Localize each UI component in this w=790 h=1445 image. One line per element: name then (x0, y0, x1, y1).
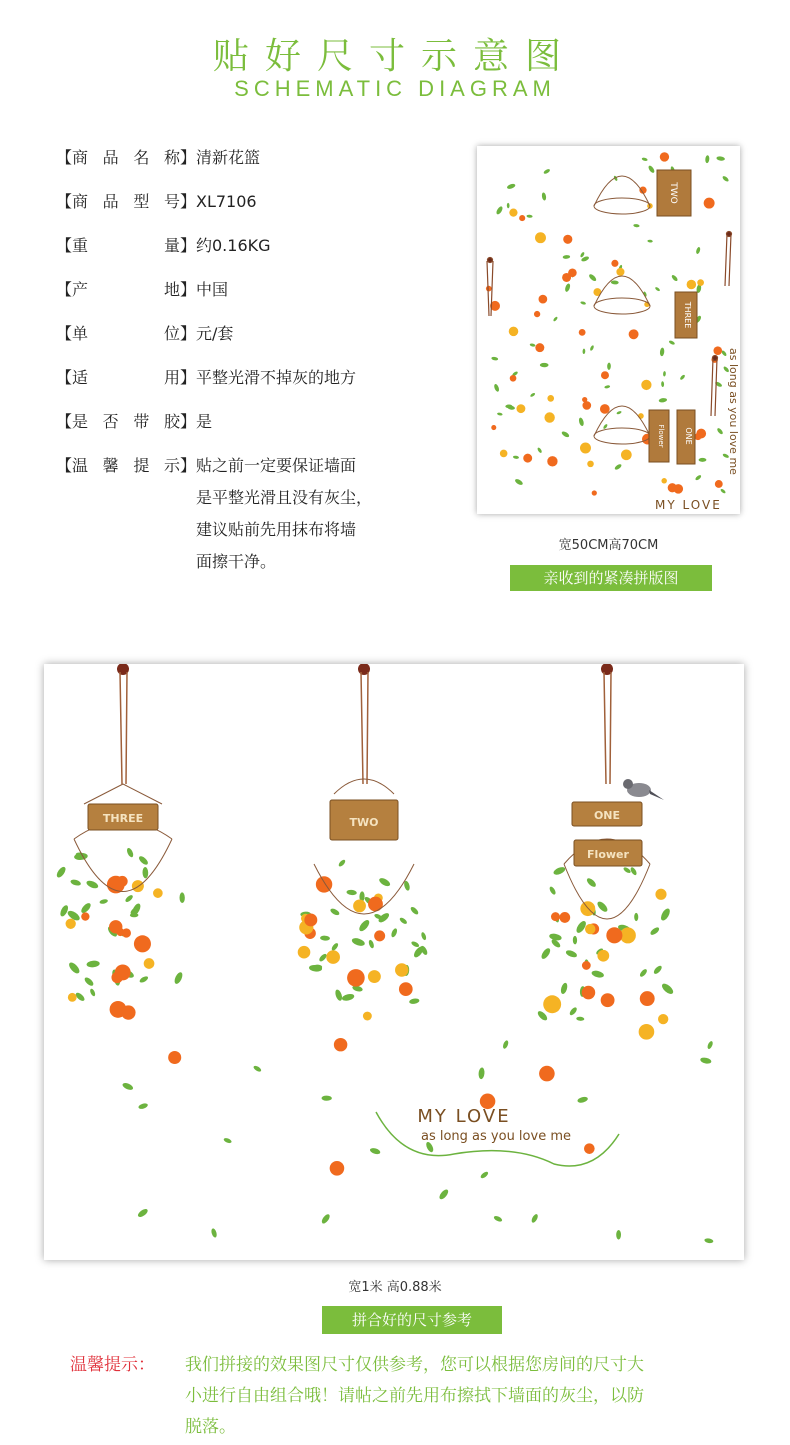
leaf-icon (616, 410, 622, 414)
flower-icon (353, 900, 366, 913)
bird-icon (623, 779, 664, 800)
flower-icon (696, 429, 706, 439)
leaf-icon (320, 1213, 331, 1225)
leaf-icon (660, 347, 665, 356)
leaf-icon (616, 1230, 621, 1240)
spec-label: 【适 用】 (56, 368, 196, 387)
leaf-icon (85, 879, 99, 890)
spec-value: 中国 (196, 280, 229, 299)
leaf-icon (529, 343, 535, 347)
leaf-icon (399, 917, 408, 926)
leaf-icon (99, 898, 108, 904)
leaf-icon (720, 488, 726, 494)
leaf-icon (563, 255, 571, 259)
leaf-icon (560, 982, 569, 995)
leaf-icon (565, 949, 578, 959)
flower-icon (544, 412, 554, 422)
leaf-icon (652, 964, 663, 975)
love-subtitle: as long as you love me (420, 1129, 572, 1144)
flower-icon (563, 235, 572, 244)
spec-label: 【单 位】 (56, 324, 196, 343)
svg-text:TWO: TWO (668, 182, 678, 204)
leaf-icon (540, 363, 549, 367)
flower-icon (655, 889, 666, 900)
flower-icon (639, 1024, 655, 1040)
leaf-icon (663, 371, 666, 377)
leaf-icon (580, 251, 586, 257)
leaf-icon (699, 458, 707, 462)
compact-sheet-tag: 亲收到的紧凑拼版图 (510, 565, 712, 591)
spec-label: 【商 品 名 称】 (56, 148, 196, 167)
flower-icon (304, 913, 317, 926)
flower-icon (399, 982, 413, 996)
leaf-icon (530, 392, 536, 397)
leaf-icon (576, 1016, 584, 1021)
flower-icon (629, 329, 639, 339)
flower-icon (516, 404, 525, 413)
leaf-icon (716, 427, 724, 435)
leaf-icon (722, 175, 730, 182)
notice-label: 温馨提示： (70, 1355, 155, 1375)
flower-icon (704, 198, 715, 209)
flower-icon (509, 327, 519, 337)
leaf-icon (607, 363, 611, 370)
flower-icon (582, 986, 596, 1000)
leaf-icon (603, 423, 609, 429)
flower-icon (638, 413, 644, 419)
leaf-icon (596, 900, 609, 914)
leaf-icon (253, 1065, 262, 1073)
flower-icon (640, 991, 655, 1006)
flower-icon (592, 490, 597, 495)
flower-icon (66, 919, 76, 929)
leaf-icon (179, 892, 184, 903)
leaf-icon (67, 961, 81, 975)
flower-icon (584, 1143, 595, 1154)
spec-row-origin (56, 280, 456, 300)
spec-row-adhesive (56, 412, 456, 432)
leaf-icon (526, 214, 532, 218)
leaf-icon (588, 273, 597, 282)
assembled-size-label: 宽1米 高0.88米 (348, 1280, 442, 1295)
spec-row-unit (56, 324, 456, 344)
spec-row-name (56, 148, 456, 168)
leaf-icon (549, 933, 563, 942)
leaf-icon (543, 168, 551, 175)
assembled-sheet-preview (44, 664, 744, 1260)
vertical-love-text: as long as you love me (727, 348, 740, 475)
spec-row-tips (56, 456, 456, 584)
leaf-icon (553, 316, 559, 322)
page-subtitle: SCHEMATIC DIAGRAM (234, 76, 556, 101)
leaf-icon (138, 1102, 149, 1110)
flower-icon (486, 286, 492, 292)
flower-icon (109, 920, 122, 933)
spec-row-applicable (56, 368, 456, 388)
spec-list (56, 148, 456, 608)
flower-icon (671, 485, 677, 491)
flower-icon (539, 295, 548, 304)
flower-icon (134, 935, 151, 952)
flower-icon (547, 395, 554, 402)
leaf-icon (530, 1213, 539, 1224)
leaf-icon (137, 1207, 149, 1218)
leaf-icon (124, 894, 134, 903)
flower-icon (115, 964, 131, 980)
leaf-icon (695, 474, 702, 481)
flower-icon (535, 232, 546, 243)
leaf-icon (480, 1171, 490, 1180)
leaf-icon (89, 988, 96, 997)
assembled-sheet-tag: 拼合好的尺寸参考 (322, 1306, 502, 1334)
leaf-icon (351, 937, 366, 948)
flower-icon (641, 380, 651, 390)
flower-icon (660, 152, 669, 161)
flower-icon (535, 343, 544, 352)
flower-icon (580, 443, 591, 454)
leaf-icon (331, 942, 340, 952)
svg-text:ONE: ONE (593, 809, 621, 822)
leaf-icon (540, 947, 552, 961)
leaf-icon (139, 975, 149, 984)
wood-sign-flower (649, 410, 669, 462)
leaf-icon (629, 866, 637, 876)
flower-icon (606, 927, 622, 943)
spec-value: 元/套 (196, 324, 234, 343)
flower-icon (715, 480, 723, 488)
svg-text:Flower: Flower (587, 848, 629, 861)
leaf-icon (420, 932, 427, 941)
leaf-icon (679, 374, 685, 381)
spec-value: 约0.16KG (196, 236, 271, 255)
leaf-icon (659, 907, 671, 922)
flower-icon (600, 404, 610, 414)
leaf-icon (568, 1006, 578, 1016)
flower-icon (582, 961, 591, 970)
leaf-icon (438, 1188, 450, 1201)
flower-icon (519, 215, 525, 221)
flower-icon (597, 950, 609, 962)
leaf-icon (633, 224, 640, 228)
spec-value: 清新花篮 (196, 148, 261, 167)
leaf-icon (552, 866, 566, 877)
spec-value: XL7106 (196, 192, 257, 211)
flower-icon (330, 1161, 345, 1176)
leaf-icon (614, 463, 623, 471)
leaf-icon (173, 971, 184, 985)
leaf-icon (506, 183, 516, 190)
flower-icon (326, 950, 340, 964)
leaf-icon (223, 1137, 232, 1144)
leaf-icon (514, 478, 524, 486)
flower-icon (658, 1014, 668, 1024)
flower-icon (153, 888, 163, 898)
leaf-icon (478, 1067, 485, 1079)
leaf-icon (497, 412, 503, 416)
leaf-icon (338, 859, 347, 868)
leaf-icon (142, 867, 148, 879)
leaf-icon (641, 157, 648, 162)
leaf-icon (668, 340, 675, 346)
flower-icon (510, 375, 517, 382)
leaf-icon (86, 960, 100, 968)
leaf-icon (320, 935, 330, 941)
spec-row-model (56, 192, 456, 212)
leaf-icon (55, 865, 67, 879)
leaf-icon (329, 907, 340, 916)
leaf-icon (582, 349, 585, 355)
mini-love-text: MY LOVE (655, 498, 722, 512)
leaf-icon (59, 904, 70, 918)
leaf-icon (578, 417, 584, 427)
leaf-icon (639, 968, 649, 978)
svg-text:THREE: THREE (683, 301, 692, 329)
spec-value-multiline: 贴之前一定要保证墙面 是平整光滑且没有灰尘， 建议贴前先用抹布将墙 面擦干净。 (196, 456, 373, 571)
leaf-icon (83, 976, 95, 987)
leaf-icon (647, 165, 655, 174)
basket-icon (594, 176, 650, 444)
flower-icon (81, 912, 89, 920)
leaf-icon (580, 301, 586, 305)
spec-row-weight (56, 236, 456, 256)
leaf-icon (502, 1040, 509, 1050)
flower-icon (122, 928, 131, 937)
flower-icon (368, 897, 383, 912)
spec-label: 【是 否 带 胶】 (56, 412, 196, 431)
assembled-illustration (44, 664, 744, 1260)
leaf-icon (705, 155, 710, 163)
leaf-icon (695, 247, 701, 255)
flower-icon (539, 1066, 555, 1082)
spec-label: 【商 品 型 号】 (56, 192, 196, 211)
leaf-icon (122, 1082, 135, 1092)
flower-icon (582, 401, 591, 410)
flower-icon (168, 1051, 181, 1064)
wood-sign-one (677, 410, 695, 464)
leaf-icon (495, 205, 504, 215)
flower-icon (661, 478, 666, 483)
leaf-icon (537, 447, 543, 454)
leaf-icon (604, 385, 610, 389)
flower-icon (687, 280, 697, 290)
flower-icon (395, 963, 408, 976)
leaf-icon (378, 876, 391, 887)
spec-label: 【温 馨 提 示】 (56, 456, 196, 475)
hanging-basket-two (314, 664, 414, 914)
leaf-icon (357, 918, 371, 932)
flower-icon (543, 995, 561, 1013)
leaf-icon (513, 455, 519, 459)
svg-text:THREE: THREE (102, 812, 144, 825)
leaf-icon (491, 356, 498, 361)
flower-icon (713, 346, 722, 355)
leaf-icon (390, 928, 398, 938)
flower-icon (298, 946, 311, 959)
leaf-icon (321, 1096, 331, 1101)
leaf-icon (541, 192, 546, 201)
flower-icon (334, 1038, 347, 1051)
flower-icon (491, 425, 496, 430)
flower-icon (559, 912, 570, 923)
page-title: 贴好尺寸示意图 (212, 36, 577, 77)
leaf-icon (716, 156, 725, 161)
leaf-icon (334, 989, 343, 1002)
svg-text:ONE: ONE (684, 427, 693, 445)
flower-icon (697, 279, 704, 286)
flower-icon (374, 930, 385, 941)
leaf-icon (634, 913, 638, 921)
big-decoration (55, 847, 714, 1244)
leaf-icon (561, 430, 570, 438)
leaf-icon (704, 1238, 714, 1244)
leaf-icon (577, 1096, 589, 1104)
flower-icon (587, 461, 594, 468)
flower-icon (368, 970, 381, 983)
flower-icon (616, 268, 624, 276)
compact-size-label: 宽50CM高70CM (558, 538, 659, 553)
flower-icon (601, 371, 609, 379)
leaf-icon (507, 203, 510, 208)
leaf-icon (585, 877, 597, 889)
leaf-icon (346, 889, 357, 895)
svg-text:Flower: Flower (657, 424, 665, 448)
spec-value: 是 (196, 412, 213, 431)
wood-sign-two (657, 170, 691, 216)
leaf-icon (573, 936, 577, 945)
leaf-icon (649, 926, 660, 936)
leaf-icon (409, 906, 419, 916)
leaf-icon (591, 969, 605, 978)
flower-icon (534, 311, 540, 317)
flower-icon (611, 260, 618, 267)
flower-icon (121, 1005, 135, 1019)
hanging-basket-three (74, 664, 172, 892)
flower-icon (68, 993, 77, 1002)
wood-sign-three (675, 292, 697, 338)
leaf-icon (700, 1057, 712, 1065)
compact-sheet-illustration (477, 146, 740, 514)
flower-icon (579, 329, 586, 336)
flower-icon (144, 958, 155, 969)
leaf-icon (409, 998, 420, 1005)
flower-icon (347, 969, 365, 987)
spec-label: 【产 地】 (56, 280, 196, 299)
leaf-icon (369, 1147, 381, 1155)
love-title: MY LOVE (417, 1106, 511, 1127)
leaf-icon (210, 1228, 217, 1238)
leaf-icon (623, 866, 632, 874)
flower-icon (523, 454, 532, 463)
flower-icon (547, 456, 557, 466)
leaf-icon (138, 855, 150, 866)
spec-label: 【重 量】 (56, 236, 196, 255)
leaf-icon (70, 879, 82, 887)
leaf-icon (611, 280, 619, 284)
leaf-icon (661, 381, 664, 387)
leaf-icon (706, 1040, 713, 1049)
flower-icon (509, 209, 517, 217)
notice-text: 我们拼接的效果图尺寸仅供参考，您可以根据您房间的尺寸大 小进行自由组合哦！请帖之前先用布擦拭下墙面的灰尘，以防 脱落。 (185, 1355, 644, 1437)
leaf-icon (655, 286, 661, 291)
leaf-icon (410, 940, 420, 948)
leaf-icon (564, 283, 571, 293)
leaf-icon (647, 240, 653, 243)
flower-icon (551, 912, 560, 921)
leaf-icon (493, 1215, 503, 1223)
svg-text:TWO: TWO (349, 816, 379, 829)
spec-value: 平整光滑不掉灰的地方 (196, 368, 357, 387)
leaf-icon (660, 982, 675, 996)
leaf-icon (126, 847, 135, 858)
leaf-icon (589, 345, 594, 351)
leaf-icon (671, 274, 679, 282)
flower-icon (621, 449, 632, 460)
flower-icon (500, 450, 508, 458)
compact-sheet-preview (477, 146, 740, 514)
leaf-icon (341, 993, 355, 1002)
flower-icon (585, 924, 595, 934)
leaf-icon (368, 939, 375, 949)
flower-icon (363, 1012, 372, 1021)
flower-icon (601, 993, 615, 1007)
leaf-icon (493, 383, 500, 392)
leaf-icon (548, 886, 556, 896)
flower-icon (568, 268, 577, 277)
leaf-icon (658, 398, 667, 403)
